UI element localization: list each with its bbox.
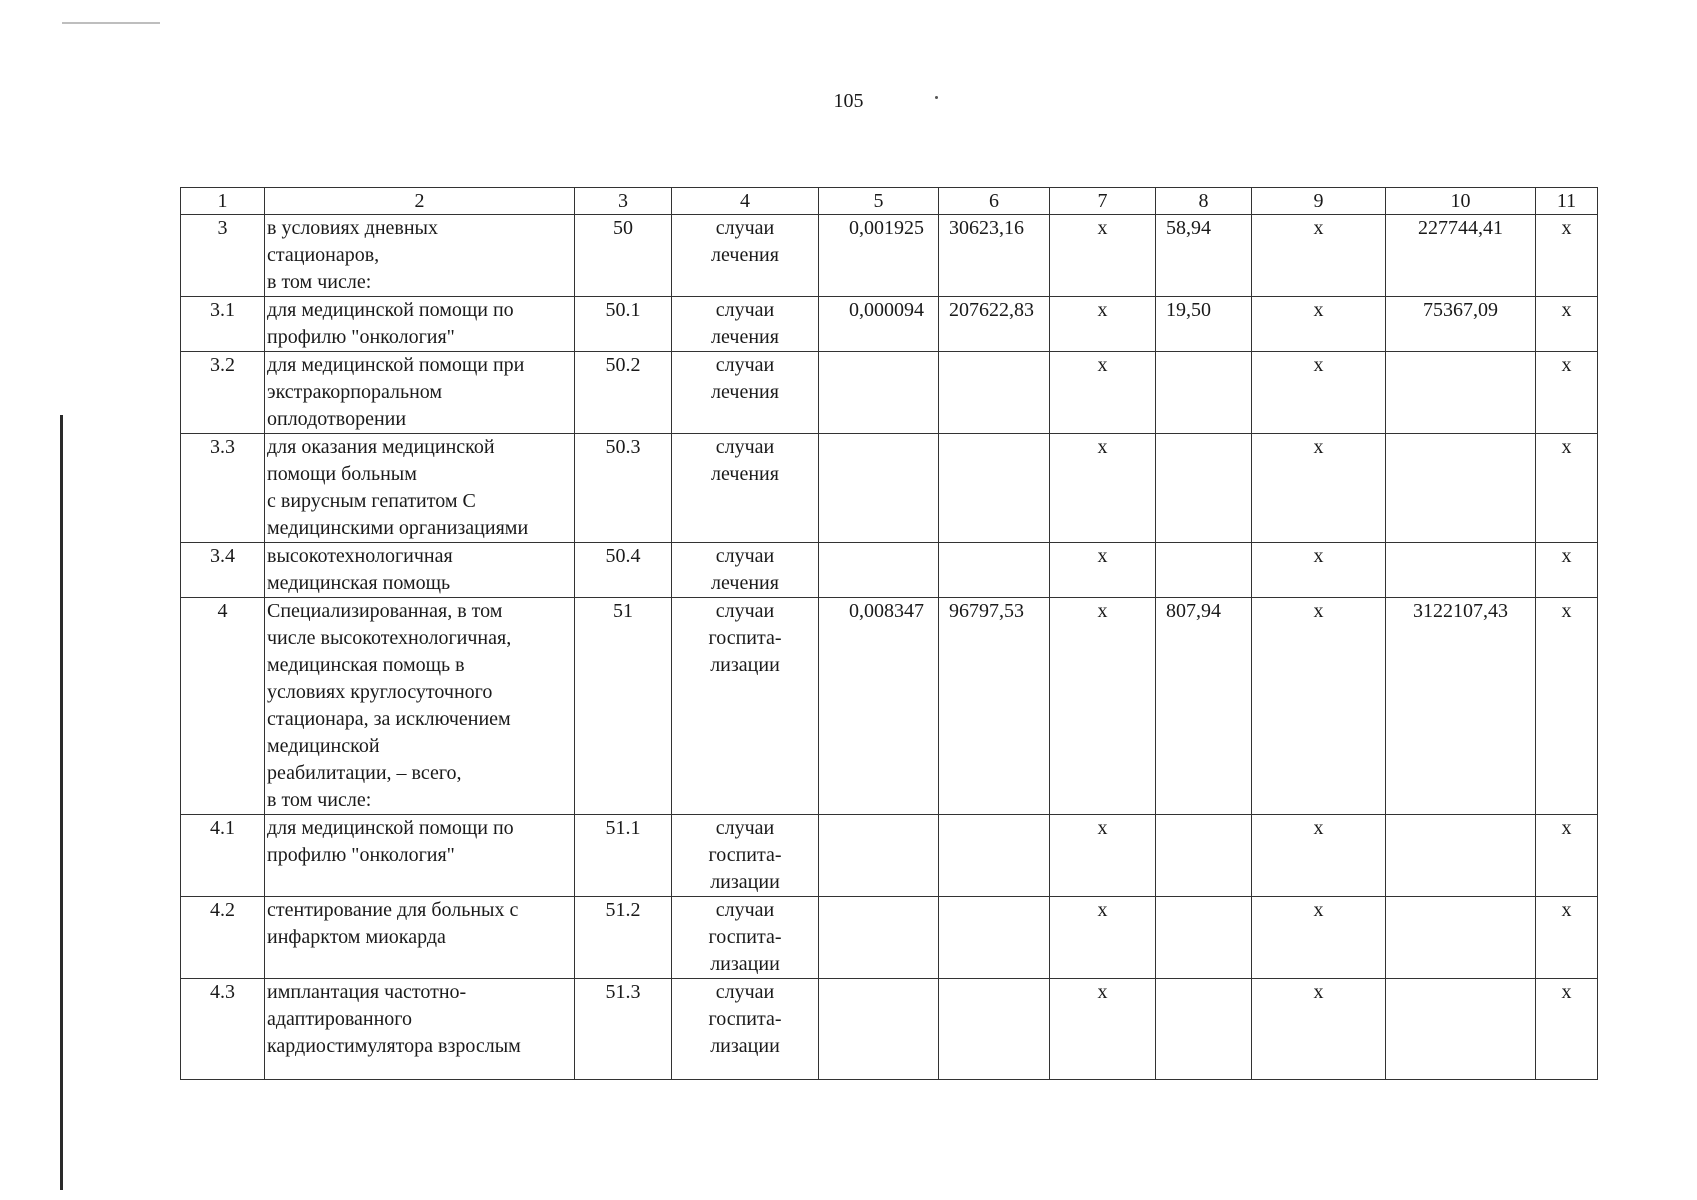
header-cell: 5	[819, 188, 939, 215]
table-cell-col-5	[819, 434, 939, 543]
header-cell: 7	[1050, 188, 1156, 215]
table-cell-col-8: 807,94	[1156, 598, 1252, 815]
table-cell-col-3: 50	[575, 215, 672, 297]
table-cell-col-2: для медицинской помощи при экстракорпоральном оплодотворении	[265, 352, 575, 434]
table-row	[181, 543, 1598, 598]
scan-dot	[935, 96, 938, 99]
table-row	[181, 297, 1598, 352]
table-cell-col-5	[819, 979, 939, 1080]
table-cell-col-10: 75367,09	[1386, 297, 1536, 352]
table-cell-col-3: 50.4	[575, 543, 672, 598]
scan-artifact-line	[62, 22, 160, 24]
header-cell: 4	[672, 188, 819, 215]
table-cell-col-2: для оказания медицинской помощи больным с вирусным гепатитом С медицинскими организациями	[265, 434, 575, 543]
header-cell: 6	[939, 188, 1050, 215]
table-cell-col-2: в условиях дневных стационаров, в том числе:	[265, 215, 575, 297]
table-cell-col-7: х	[1050, 543, 1156, 598]
table-cell-col-11: х	[1536, 598, 1598, 815]
table-cell-col-9: х	[1252, 434, 1386, 543]
table-cell-col-3: 50.2	[575, 352, 672, 434]
table-cell-col-2: Специализированная, в том числе высокотехнологичная, медицинская помощь в условиях круглосуточного стационара, за исключением медицинской реабилитации, – всего, в том числе:	[265, 598, 575, 815]
table-cell-col-4: случаи лечения	[672, 352, 819, 434]
table-cell-col-2: высокотехнологичная медицинская помощь	[265, 543, 575, 598]
table-cell-col-8	[1156, 815, 1252, 897]
table-cell-col-1: 3.2	[181, 352, 265, 434]
table-cell-col-11: х	[1536, 352, 1598, 434]
table-cell-col-1: 4	[181, 598, 265, 815]
table-header-row	[181, 188, 1598, 215]
table-cell-col-5: 0,001925	[819, 215, 939, 297]
page-number	[0, 90, 1697, 113]
table-row	[181, 352, 1598, 434]
table-row	[181, 979, 1598, 1080]
table-cell-col-11: х	[1536, 815, 1598, 897]
table-cell-col-1: 3.3	[181, 434, 265, 543]
header-cell: 1	[181, 188, 265, 215]
table-cell-col-6	[939, 815, 1050, 897]
table-row	[181, 815, 1598, 897]
table-cell-col-3: 50.1	[575, 297, 672, 352]
table-cell-col-9: х	[1252, 297, 1386, 352]
table-cell-col-4: случаи госпита- лизации	[672, 598, 819, 815]
table-cell-col-5	[819, 815, 939, 897]
table-cell-col-1: 3	[181, 215, 265, 297]
table-cell-col-4: случаи госпита- лизации	[672, 897, 819, 979]
table-cell-col-3: 51	[575, 598, 672, 815]
table-cell-col-9: х	[1252, 215, 1386, 297]
table-cell-col-1: 4.1	[181, 815, 265, 897]
table-cell-col-10	[1386, 815, 1536, 897]
header-cell: 2	[265, 188, 575, 215]
table-cell-col-4: случаи лечения	[672, 543, 819, 598]
table-cell-col-4: случаи лечения	[672, 434, 819, 543]
table-cell-col-11: х	[1536, 297, 1598, 352]
table-cell-col-9: х	[1252, 352, 1386, 434]
table-cell-col-11: х	[1536, 434, 1598, 543]
table-cell-col-11: х	[1536, 979, 1598, 1080]
table-cell-col-6	[939, 434, 1050, 543]
table-cell-col-1: 4.3	[181, 979, 265, 1080]
table-cell-col-6	[939, 979, 1050, 1080]
table-cell-col-8: 58,94	[1156, 215, 1252, 297]
table-row	[181, 598, 1598, 815]
table-cell-col-8	[1156, 979, 1252, 1080]
table-cell-col-1: 4.2	[181, 897, 265, 979]
table-body	[181, 188, 1598, 1080]
table-cell-col-10	[1386, 434, 1536, 543]
table-cell-col-8	[1156, 543, 1252, 598]
header-cell: 9	[1252, 188, 1386, 215]
table-row	[181, 215, 1598, 297]
table-cell-col-9: х	[1252, 979, 1386, 1080]
table-cell-col-4: случаи лечения	[672, 215, 819, 297]
table-cell-col-11: х	[1536, 897, 1598, 979]
table-cell-col-7: х	[1050, 979, 1156, 1080]
header-cell: 3	[575, 188, 672, 215]
table-cell-col-6	[939, 543, 1050, 598]
table-cell-col-3: 51.3	[575, 979, 672, 1080]
table-cell-col-1: 3.1	[181, 297, 265, 352]
table-cell-col-6: 30623,16	[939, 215, 1050, 297]
table-cell-col-7: х	[1050, 598, 1156, 815]
table-cell-col-8	[1156, 434, 1252, 543]
table-cell-col-8	[1156, 352, 1252, 434]
table-cell-col-2: стентирование для больных с инфарктом миокарда	[265, 897, 575, 979]
table-cell-col-4: случаи госпита- лизации	[672, 979, 819, 1080]
table-cell-col-10: 227744,41	[1386, 215, 1536, 297]
table-cell-col-5	[819, 352, 939, 434]
table-cell-col-5: 0,000094	[819, 297, 939, 352]
table-cell-col-7: х	[1050, 434, 1156, 543]
table-cell-col-5	[819, 543, 939, 598]
table-cell-col-10	[1386, 352, 1536, 434]
table-cell-col-7: х	[1050, 297, 1156, 352]
table-cell-col-3: 50.3	[575, 434, 672, 543]
table-cell-col-2: для медицинской помощи по профилю "онкология"	[265, 815, 575, 897]
table-cell-col-6	[939, 352, 1050, 434]
table-cell-col-4: случаи лечения	[672, 297, 819, 352]
table-cell-col-2: имплантация частотно- адаптированного кардиостимулятора взрослым	[265, 979, 575, 1080]
table-cell-col-7: х	[1050, 215, 1156, 297]
table-cell-col-7: х	[1050, 815, 1156, 897]
table-cell-col-11: х	[1536, 543, 1598, 598]
table-cell-col-10	[1386, 979, 1536, 1080]
table-cell-col-7: х	[1050, 897, 1156, 979]
table-cell-col-8: 19,50	[1156, 297, 1252, 352]
header-cell: 11	[1536, 188, 1598, 215]
table-row	[181, 434, 1598, 543]
table-cell-col-7: х	[1050, 352, 1156, 434]
table-cell-col-9: х	[1252, 897, 1386, 979]
table-cell-col-2: для медицинской помощи по профилю "онкология"	[265, 297, 575, 352]
table-cell-col-9: х	[1252, 815, 1386, 897]
scan-margin-bar	[60, 415, 63, 1190]
page-number-text: 105	[833, 90, 864, 112]
table-cell-col-4: случаи госпита- лизации	[672, 815, 819, 897]
header-cell: 8	[1156, 188, 1252, 215]
header-cell: 10	[1386, 188, 1536, 215]
table-cell-col-10: 3122107,43	[1386, 598, 1536, 815]
table-cell-col-10	[1386, 897, 1536, 979]
table-row	[181, 897, 1598, 979]
table-cell-col-6: 207622,83	[939, 297, 1050, 352]
data-table	[180, 187, 1598, 1080]
table-cell-col-9: х	[1252, 543, 1386, 598]
table-cell-col-3: 51.1	[575, 815, 672, 897]
table-cell-col-11: х	[1536, 215, 1598, 297]
table-cell-col-6	[939, 897, 1050, 979]
table-cell-col-8	[1156, 897, 1252, 979]
table-cell-col-5	[819, 897, 939, 979]
table-cell-col-5: 0,008347	[819, 598, 939, 815]
table-cell-col-3: 51.2	[575, 897, 672, 979]
table-cell-col-6: 96797,53	[939, 598, 1050, 815]
table-cell-col-1: 3.4	[181, 543, 265, 598]
table-cell-col-10	[1386, 543, 1536, 598]
table-cell-col-9: х	[1252, 598, 1386, 815]
